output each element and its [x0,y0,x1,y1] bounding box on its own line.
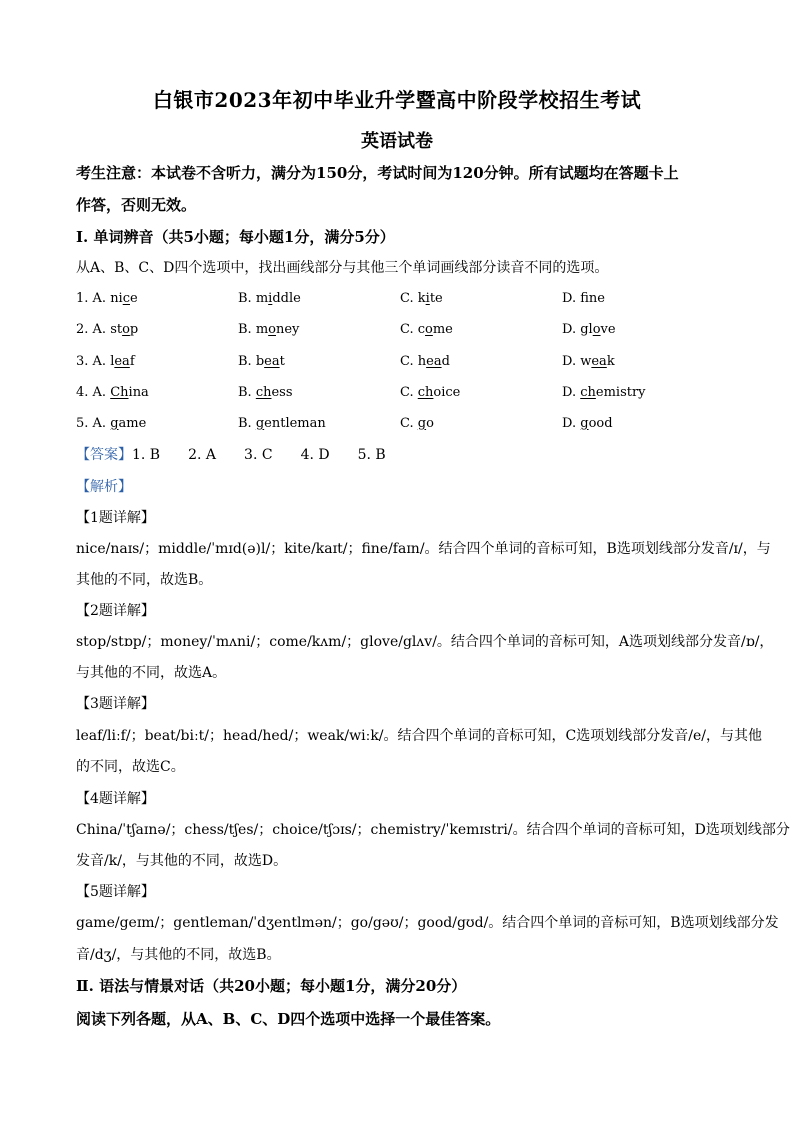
option-suffix: o [426,416,434,431]
detail-2-label: 【2题详解】 [76,603,155,619]
question-5-option-C [400,414,434,434]
option-prefix: C. k [400,291,426,306]
option-prefix: B. m [238,322,269,337]
underlined-part: o [592,322,601,337]
option-prefix: 5. A. [76,416,111,431]
detail-5-line-1: game/geɪm/；gentleman/ˈdʒentlmən/；go/gəʊ/；good/gʊd/。结合四个单词的音标可知，B选项划线部分发 [76,915,779,931]
detail-1-line-2: 其他的不同，故选B。 [76,572,213,588]
answer-1: 1. B [132,447,161,463]
question-3-option-A [76,352,135,372]
question-4-option-C [400,383,460,403]
section2-instruction: 阅读下列各题，从A、B、C、D四个选项中选择一个最佳答案。 [76,1010,501,1028]
question-1-option-B [238,289,301,309]
detail-5-label: 【5题详解】 [76,884,155,900]
detail-1-label: 【1题详解】 [76,510,155,526]
option-prefix: C. [400,416,418,431]
option-prefix: D. [562,416,581,431]
option-suffix: ddle [272,291,301,306]
answer-4: 4. D [300,447,330,463]
underlined-part: g [580,416,589,431]
question-1-option-A [76,289,138,309]
option-suffix: te [429,291,443,306]
question-2-option-C [400,320,453,340]
detail-3-line-1: leaf/liːf/；beat/biːt/；head/hed/；weak/wiːk/。结合四个单词的音标可知，C选项划线部分发音/e/，与其他 [76,728,762,744]
underlined-part: i [268,291,273,306]
underlined-part: o [425,322,433,337]
underlined-part: g [110,416,119,431]
underlined-part: o [268,322,276,337]
underlined-part: o [122,322,130,337]
option-suffix: ney [275,322,300,337]
underlined-part: c [122,291,130,306]
exam-subtitle: 英语试卷 [361,131,433,152]
underlined-part: ch [255,385,272,400]
option-suffix: f [129,354,135,369]
underlined-part: g [417,416,427,431]
option-suffix: e [130,291,138,306]
notice-line-2: 作答，否则无效。 [76,196,197,214]
underlined-part: ch [580,385,596,400]
answer-line [76,445,726,465]
underlined-part: ch [417,385,434,400]
underlined-part: g [255,416,265,431]
answer-label: 【答案】 [76,447,132,463]
question-5-option-A [76,414,146,434]
question-3-option-C [400,352,450,372]
question-4-option-B [238,383,293,403]
option-suffix: me [432,322,453,337]
detail-4-line-2: 发音/k/，与其他的不同，故选D。 [76,853,288,869]
question-5-option-B [238,414,326,434]
option-prefix: C. h [400,354,427,369]
option-suffix: ne [588,291,605,306]
section1-title: Ⅰ. 单词辨音（共5小题；每小题1分，满分5分） [76,228,395,246]
question-1-option-D [562,289,605,309]
detail-4-line-1: China/ˈtʃaɪnə/；chess/tʃes/；choice/tʃɔɪs/；chemistry/ˈkemɪstri/。结合四个单词的音标可知，D选项划线部分 [76,822,790,838]
section2-title: Ⅱ. 语法与情景对话（共20小题；每小题1分，满分20分） [76,977,467,995]
option-prefix: 1. A. ni [76,291,123,306]
option-prefix: D. w [562,354,592,369]
question-3-option-B [238,352,285,372]
answer-2: 2. A [188,447,217,463]
underlined-part: ea [591,354,607,369]
exam-title: 白银市2023年初中毕业升学暨高中阶段学校招生考试 [152,88,642,112]
option-suffix: ame [118,416,147,431]
answer-5: 5. B [357,447,386,463]
question-5-option-D [562,414,613,434]
option-prefix: B. [238,385,256,400]
option-suffix: p [129,322,139,337]
option-suffix: entleman [264,416,326,431]
option-prefix: B. b [238,354,265,369]
section1-instruction: 从A、B、C、D四个选项中，找出画线部分与其他三个单词画线部分读音不同的选项。 [76,260,609,276]
option-prefix: C. c [400,322,426,337]
option-prefix: C. [400,385,418,400]
option-prefix: B. m [238,291,269,306]
question-2-option-D [562,320,616,340]
question-3-option-D [562,352,615,372]
detail-4-label: 【4题详解】 [76,791,155,807]
detail-2-line-1: stop/stɒp/；money/ˈmʌni/；come/kʌm/；glove/glʌv/。结合四个单词的音标可知，A选项划线部分发音/ɒ/， [76,634,774,650]
option-suffix: d [441,354,450,369]
option-prefix: 3. A. l [76,354,115,369]
underlined-part: ea [114,354,130,369]
option-suffix: oice [433,385,461,400]
underlined-part: ea [264,354,280,369]
question-2-option-A [76,320,138,340]
detail-3-label: 【3题详解】 [76,696,155,712]
detail-5-line-2: 音/dʒ/，与其他的不同，故选B。 [76,947,281,963]
option-suffix: k [606,354,615,369]
detail-1-line-1: nice/naɪs/；middle/ˈmɪd(ə)l/；kite/kaɪt/；fine/faɪn/。结合四个单词的音标可知，B选项划线部分发音/ɪ/，与 [76,541,771,557]
option-prefix: D. gl [562,322,593,337]
detail-2-line-2: 与其他的不同，故选A。 [76,665,227,681]
option-suffix: ve [600,322,616,337]
question-4-option-D [562,383,646,403]
option-prefix: 4. A. [76,385,111,400]
analysis-label: 【解析】 [76,479,132,495]
option-suffix: emistry [595,385,646,400]
option-suffix: t [279,354,285,369]
underlined-part: Ch [110,385,129,400]
option-suffix: ess [271,385,293,400]
option-prefix: B. [238,416,256,431]
detail-3-line-2: 的不同，故选C。 [76,759,185,775]
option-suffix: ood [588,416,613,431]
question-4-option-A [76,383,149,403]
notice-line-1: 考生注意：本试卷不含听力，满分为150分，考试时间为120分钟。所有试题均在答题卡上 [76,164,679,182]
option-suffix: ina [128,385,149,400]
option-prefix: 2. A. st [76,322,123,337]
question-2-option-B [238,320,299,340]
underlined-part: i [425,291,430,306]
underlined-part: ea [426,354,442,369]
option-prefix: D. f [562,291,589,306]
answer-3: 3. C [244,447,273,463]
question-1-option-C [400,289,443,309]
option-prefix: D. [562,385,581,400]
